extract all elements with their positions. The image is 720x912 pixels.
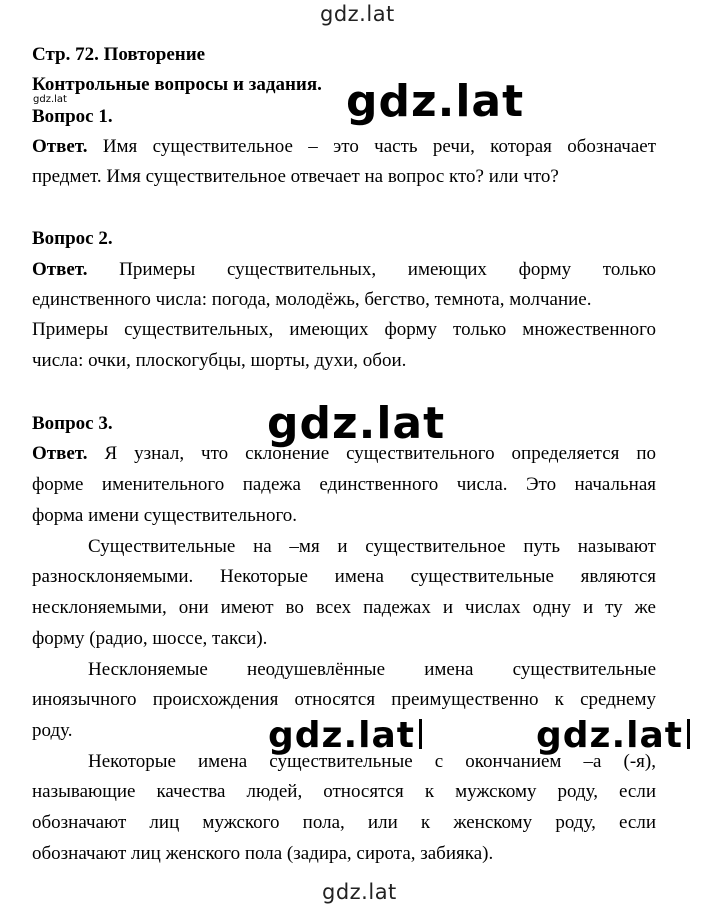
question-2-answer-line-4: числа: очки, плоскогубцы, шорты, духи, обои.: [32, 350, 407, 371]
answer-1-text-1: Имя существительное – это часть речи, которая обозначает: [102, 136, 656, 157]
watermark-big-1: gdz.lat: [346, 76, 525, 127]
question-3-p4-line-2: называющие качества людей, относятся к мужскому роду, если: [32, 781, 656, 802]
question-3-answer-line-2: форме именительного падежа единственного числа. Это начальная: [32, 474, 656, 495]
watermark-top: gdz.lat: [320, 2, 395, 26]
question-1-label: Вопрос 1.: [32, 106, 113, 127]
question-3-p2-line-3: несклоняемыми, они имеют во всех падежах и числах одну и ту же: [32, 597, 656, 618]
watermark-bottom: gdz.lat: [322, 880, 397, 904]
question-3-p3-line-1: Несклоняемые неодушевлённые имена существительные: [88, 659, 656, 680]
answer-3-label: Ответ.: [32, 443, 88, 464]
question-3-p3-line-2: иноязычного происхождения относятся преимущественно к среднему: [32, 689, 656, 710]
watermark-big-3-text: gdz.lat: [268, 715, 416, 756]
watermark-cursor-mark: [687, 719, 690, 749]
question-3-p2-line-2: разносклоняемыми. Некоторые имена существительные являются: [32, 566, 656, 587]
watermark-big-4: [536, 715, 690, 756]
page-title: Стр. 72. Повторение: [32, 44, 206, 65]
question-1-answer-line-1: [32, 136, 656, 158]
answer-1-label: Ответ.: [32, 136, 88, 157]
answer-2-text-1: Примеры существительных, имеющих форму только: [119, 259, 657, 280]
question-3-p4-line-3: обозначают лиц мужского пола, или к женскому роду, если: [32, 812, 656, 833]
question-1-answer-line-2: предмет. Имя существительное отвечает на вопрос кто? или что?: [32, 166, 559, 187]
question-3-p4-line-1: Некоторые имена существительные с окончанием –а (-я),: [88, 751, 656, 772]
question-2-answer-line-1: [32, 259, 656, 281]
watermark-cursor-mark: [419, 719, 422, 749]
watermark-big-2: gdz.lat: [267, 398, 446, 449]
question-3-label: Вопрос 3.: [32, 413, 113, 434]
question-2-label: Вопрос 2.: [32, 228, 113, 249]
watermark-big-4-text: gdz.lat: [536, 715, 684, 756]
watermark-tiny: gdz.lat: [33, 94, 67, 105]
section-subtitle: Контрольные вопросы и задания.: [32, 74, 322, 95]
question-3-p3-line-3: роду.: [32, 720, 73, 741]
question-2-answer-line-2: единственного числа: погода, молодёжь, бегство, темнота, молчание.: [32, 289, 592, 310]
question-2-answer-line-3: Примеры существительных, имеющих форму только множественного: [32, 319, 656, 340]
answer-2-label: Ответ.: [32, 259, 88, 280]
question-3-answer-line-3: форма имени существительного.: [32, 505, 298, 526]
watermark-big-3: [268, 715, 422, 756]
question-3-p4-line-4: обозначают лиц женского пола (задира, сирота, забияка).: [32, 843, 494, 864]
question-3-p2-line-1: Существительные на –мя и существительное путь называют: [88, 536, 656, 557]
question-3-p2-line-4: форму (радио, шоссе, такси).: [32, 628, 268, 649]
answer-3-text-1: Я узнал, что склонение существительного определяется по: [104, 443, 656, 464]
